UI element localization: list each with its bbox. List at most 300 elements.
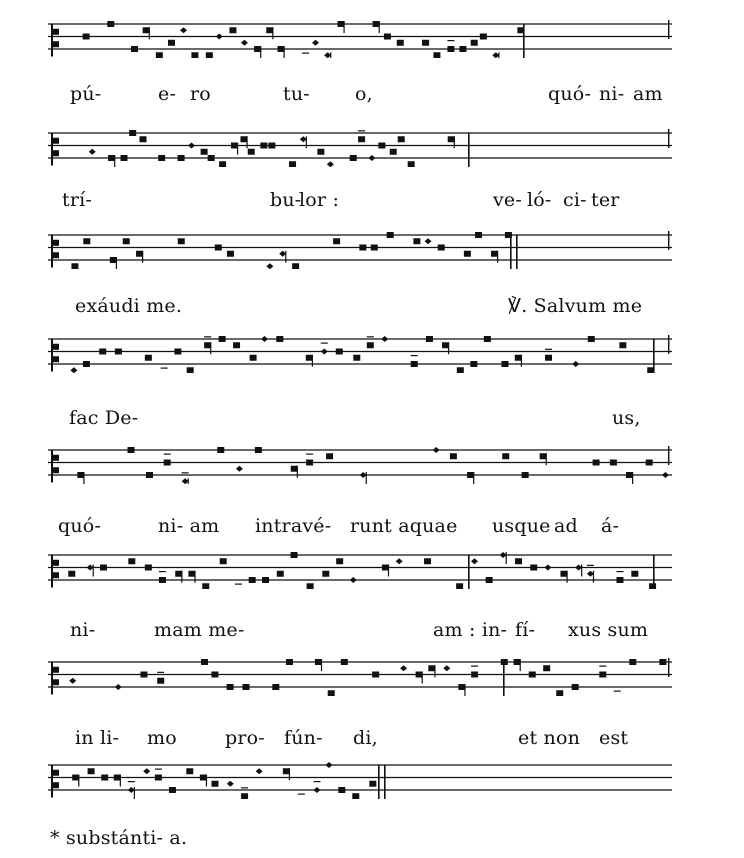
episema-mark (587, 565, 594, 566)
staff-system (48, 549, 672, 645)
punctum-note (131, 46, 138, 52)
staff-lines (48, 333, 672, 373)
punctum-note (292, 263, 299, 269)
punctum-note (249, 577, 256, 583)
punctum-note (260, 143, 267, 149)
rhombus-note (256, 768, 263, 774)
punctum-note (158, 155, 165, 161)
rhombus-note (180, 27, 187, 33)
punctum-note (155, 775, 162, 781)
neume-stem (134, 787, 135, 799)
punctum-note (464, 251, 471, 257)
punctum-note (188, 571, 195, 577)
punctum-note (231, 143, 238, 149)
bar-line (668, 658, 669, 677)
punctum-note (68, 571, 75, 577)
punctum-note (219, 161, 226, 167)
rhombus-note (300, 136, 307, 142)
staff-lines (48, 127, 672, 167)
neume-stem (237, 143, 238, 155)
punctum-note (219, 336, 226, 342)
lyric-syllable: am (633, 83, 663, 105)
lyric-syllable: e- (158, 83, 177, 105)
episema-mark (155, 769, 162, 770)
punctum-note (202, 583, 209, 589)
neume-stem (285, 251, 286, 263)
neume-stem (289, 768, 290, 780)
punctum-note (416, 672, 423, 678)
neume-stem (520, 659, 521, 671)
punctum-note (201, 149, 208, 155)
punctum-note (336, 558, 343, 564)
lyric-syllable: intravé- (255, 515, 332, 537)
punctum-note (83, 361, 90, 367)
rhombus-note (89, 149, 96, 155)
episema-mark (616, 571, 623, 572)
lyric-syllable: quó- (548, 83, 592, 105)
rhombus-note (544, 565, 551, 571)
punctum-note (164, 460, 171, 466)
rhombus-note (381, 336, 388, 342)
neume-stem (379, 21, 380, 33)
punctum-note (422, 40, 429, 46)
c-clef-icon (51, 555, 59, 588)
punctum-note (114, 775, 121, 781)
lyric-syllable: fí- (515, 619, 536, 641)
neume-stem (388, 565, 389, 577)
punctum-note (480, 34, 487, 40)
neume-stem (297, 466, 298, 478)
lyric-syllable: ro (190, 83, 211, 105)
rhombus-note (188, 143, 195, 149)
punctum-note (413, 238, 420, 244)
punctum-note (426, 336, 433, 342)
lyric-syllable: xus sum (568, 619, 649, 641)
lyric-syllable: runt aquae (350, 515, 458, 537)
episema-mark (302, 53, 309, 54)
rhombus-note (321, 349, 328, 355)
punctum-note (475, 232, 482, 238)
punctum-note (629, 659, 636, 665)
neume-stem (593, 571, 594, 583)
punctum-note (250, 355, 257, 361)
rhombus-note (241, 40, 248, 46)
rhombus-note (350, 577, 357, 583)
punctum-note (458, 684, 465, 690)
punctum-note (631, 571, 638, 577)
punctum-note (411, 361, 418, 367)
rhombus-note (312, 40, 319, 46)
punctum-note (241, 793, 248, 799)
episema-mark (204, 336, 211, 337)
c-clef-icon (51, 339, 59, 372)
punctum-note (382, 565, 389, 571)
punctum-note (646, 460, 653, 466)
punctum-note (502, 453, 509, 459)
rhombus-note (279, 251, 286, 257)
punctum-note (83, 34, 90, 40)
punctum-note (277, 571, 284, 577)
punctum-note (456, 583, 463, 589)
punctum-note (491, 251, 498, 257)
punctum-note (556, 690, 563, 696)
punctum-note (424, 558, 431, 564)
punctum-note (447, 46, 454, 52)
rhombus-note (400, 665, 407, 671)
punctum-note (72, 775, 79, 781)
c-clef-icon (51, 235, 59, 268)
lyric-syllable: in li- (75, 727, 120, 749)
neume-stem (181, 571, 182, 583)
bar-line (668, 129, 669, 148)
punctum-note (201, 659, 208, 665)
punctum-note (242, 684, 249, 690)
punctum-note (88, 768, 95, 774)
rhombus-note (327, 161, 334, 167)
neume-stem (78, 775, 79, 787)
punctum-note (484, 336, 491, 342)
punctum-note (107, 21, 114, 27)
lyric-syllable: pú- (70, 83, 102, 105)
punctum-note (398, 136, 405, 142)
punctum-note (353, 355, 360, 361)
staff-lines (48, 229, 672, 269)
rhombus-note (261, 336, 268, 342)
rhombus-note (182, 478, 189, 484)
punctum-note (254, 46, 261, 52)
punctum-note (530, 565, 537, 571)
punctum-note (227, 251, 234, 257)
episema-mark (164, 454, 171, 455)
punctum-note (174, 349, 181, 355)
punctum-note (227, 684, 234, 690)
punctum-note (146, 472, 153, 478)
punctum-note (291, 552, 298, 558)
punctum-note (326, 453, 333, 459)
neume-stem (284, 46, 285, 58)
lyric-syllable: et non (518, 727, 581, 749)
punctum-note (128, 447, 135, 453)
episema-mark (241, 787, 248, 788)
punctum-note (486, 577, 493, 583)
punctum-note (501, 361, 508, 367)
rhombus-note (575, 565, 582, 571)
punctum-note (178, 155, 185, 161)
neume-stem (149, 27, 150, 39)
neume-stem (206, 775, 207, 787)
punctum-note (143, 27, 150, 33)
lyric-syllable: di, (353, 727, 378, 749)
episema-mark (298, 794, 305, 795)
staff-lines (48, 656, 672, 696)
neume-stem (521, 355, 522, 367)
neume-stem (506, 552, 507, 564)
rhombus-note (443, 665, 450, 671)
episema-mark (235, 584, 242, 585)
neume-stem (93, 565, 94, 577)
punctum-note (457, 367, 464, 373)
rhombus-note (115, 684, 122, 690)
neume-stem (448, 342, 449, 354)
neume-stem (272, 27, 273, 39)
rhombus-note (69, 678, 76, 684)
staff-lines (48, 444, 672, 484)
punctum-note (156, 52, 163, 58)
lyric-syllable: ter (591, 189, 620, 211)
episema-mark (447, 40, 454, 41)
punctum-note (159, 577, 166, 583)
punctum-note (204, 342, 211, 348)
episema-mark (306, 454, 313, 455)
punctum-note (262, 577, 269, 583)
bar-line (523, 24, 525, 58)
punctum-note (168, 40, 175, 46)
bar-line (668, 20, 669, 39)
punctum-note (306, 460, 313, 466)
punctum-note (140, 672, 147, 678)
punctum-note (139, 136, 146, 142)
punctum-note (83, 238, 90, 244)
punctum-note (373, 21, 380, 27)
punctum-note (175, 571, 182, 577)
rhombus-note (425, 238, 432, 244)
punctum-note (515, 355, 522, 361)
neume-stem (306, 136, 307, 148)
lyric-syllable: ℣. Salvum me (508, 295, 643, 317)
punctum-note (268, 143, 275, 149)
episema-mark (614, 691, 621, 692)
punctum-note (336, 349, 343, 355)
neume-stem (260, 46, 261, 58)
punctum-note (211, 672, 218, 678)
neume-stem (83, 472, 84, 484)
punctum-note (352, 793, 359, 799)
c-clef-icon (51, 24, 59, 57)
punctum-note (610, 460, 617, 466)
punctum-note (616, 577, 623, 583)
rhombus-note (216, 34, 223, 40)
neume-stem (194, 571, 195, 583)
punctum-note (248, 149, 255, 155)
punctum-note (101, 775, 108, 781)
punctum-note (659, 659, 666, 665)
rhombus-note (227, 781, 234, 787)
lyric-syllable: ni- am (158, 515, 220, 537)
punctum-note (371, 245, 378, 251)
rhombus-note (143, 768, 150, 774)
punctum-note (433, 52, 440, 58)
punctum-note (255, 447, 262, 453)
punctum-note (428, 665, 435, 671)
punctum-note (522, 472, 529, 478)
punctum-note (341, 659, 348, 665)
punctum-note (545, 355, 552, 361)
neume-stem (210, 342, 211, 354)
punctum-note (283, 768, 290, 774)
episema-mark (545, 349, 552, 350)
rhombus-note (662, 472, 669, 478)
punctum-note (286, 659, 293, 665)
lyric-syllable: ve- (493, 189, 522, 211)
punctum-note (543, 665, 550, 671)
rhombus-note (471, 558, 478, 564)
punctum-note (337, 21, 344, 27)
punctum-note (514, 659, 521, 665)
punctum-note (560, 571, 567, 577)
rhombus-note (313, 787, 320, 793)
punctum-note (157, 678, 164, 684)
staff-lines (48, 549, 672, 589)
lyric-syllable: am : in- (433, 619, 508, 641)
bar-line (468, 133, 470, 167)
neume-stem (434, 665, 435, 677)
punctum-note (145, 355, 152, 361)
staff-system (48, 18, 672, 109)
punctum-note (649, 583, 656, 589)
lyric-syllable: est (599, 727, 629, 749)
punctum-note (626, 472, 633, 478)
neume-stem (632, 472, 633, 484)
rhombus-note (572, 361, 579, 367)
staff-lines (48, 18, 672, 58)
punctum-note (136, 251, 143, 257)
punctum-note (217, 447, 224, 453)
rhombus-note (70, 367, 77, 373)
neume-stem (498, 52, 499, 58)
lyric-syllable: trí- (62, 189, 93, 211)
punctum-note (315, 659, 322, 665)
neume-stem (120, 775, 121, 787)
rhombus-note (587, 571, 594, 577)
rhombus-note (360, 472, 367, 478)
punctum-note (467, 472, 474, 478)
neume-stem (321, 659, 322, 671)
neume-stem (473, 472, 474, 484)
neume-stem (312, 355, 313, 367)
lyric-syllable: ni- (599, 83, 625, 105)
neume-stem (330, 52, 331, 58)
lyric-syllable: mo (147, 727, 177, 749)
punctum-note (448, 136, 455, 142)
rhombus-note (87, 565, 94, 571)
episema-mark (161, 368, 168, 369)
punctum-note (186, 768, 193, 774)
episema-mark (599, 666, 606, 667)
rhombus-note (324, 52, 331, 58)
punctum-note (77, 472, 84, 478)
bar-line (384, 765, 386, 799)
punctum-note (145, 565, 152, 571)
staff-system (48, 759, 672, 853)
punctum-note (333, 238, 340, 244)
punctum-note (438, 245, 445, 251)
punctum-note (322, 571, 329, 577)
punctum-note (266, 27, 273, 33)
lyric-syllable: á- (601, 515, 620, 537)
lyric-syllable: pro- (225, 727, 265, 749)
rhombus-note (492, 52, 499, 58)
punctum-note (328, 690, 335, 696)
punctum-note (378, 143, 385, 149)
lyric-syllable: fún- (284, 727, 323, 749)
lyric-syllable: * substánti- a. (50, 827, 188, 849)
lyric-syllable: exáudi me. (75, 295, 183, 317)
punctum-note (459, 46, 466, 52)
punctum-note (178, 238, 185, 244)
lyric-syllable: ad (554, 515, 578, 537)
episema-mark (321, 343, 328, 344)
staff-system (48, 656, 672, 753)
neume-stem (454, 136, 455, 148)
c-clef-icon (51, 450, 59, 483)
punctum-note (240, 136, 247, 142)
staff-system (48, 229, 672, 321)
neume-stem (142, 251, 143, 263)
episema-mark (471, 666, 478, 667)
rhombus-note (396, 558, 403, 564)
neume-stem (246, 136, 247, 148)
punctum-note (233, 342, 240, 348)
neume-stem (566, 571, 567, 583)
punctum-note (229, 27, 236, 33)
punctum-note (397, 40, 404, 46)
rhombus-note (128, 787, 135, 793)
punctum-note (120, 155, 127, 161)
episema-mark (157, 672, 164, 673)
punctum-note (369, 781, 376, 787)
episema-mark (313, 781, 320, 782)
neume-stem (343, 21, 344, 33)
punctum-note (306, 355, 313, 361)
punctum-note (540, 453, 547, 459)
punctum-note (307, 583, 314, 589)
episema-mark (367, 336, 374, 337)
punctum-note (276, 336, 283, 342)
rhombus-note (500, 552, 507, 558)
lyric-syllable: ni- (70, 619, 96, 641)
punctum-note (572, 684, 579, 690)
punctum-note (515, 558, 522, 564)
punctum-note (108, 155, 115, 161)
episema-mark (358, 130, 365, 131)
lyric-syllable: usque (492, 515, 551, 537)
neume-stem (366, 472, 367, 484)
punctum-note (187, 367, 194, 373)
neume-stem (546, 453, 547, 465)
staff-system (48, 333, 672, 433)
lyric-syllable: bu- (270, 189, 302, 211)
c-clef-icon (51, 662, 59, 695)
punctum-note (211, 781, 218, 787)
punctum-note (99, 349, 106, 355)
neume-stem (422, 672, 423, 684)
punctum-note (317, 149, 324, 155)
rhombus-note (325, 762, 332, 768)
punctum-note (338, 787, 345, 793)
neume-stem (497, 251, 498, 263)
bar-line (653, 339, 655, 373)
punctum-note (100, 565, 107, 571)
punctum-note (115, 349, 122, 355)
punctum-note (272, 684, 279, 690)
punctum-note (619, 342, 626, 348)
punctum-note (358, 136, 365, 142)
neume-stem (464, 684, 465, 696)
bar-line (378, 765, 380, 799)
punctum-note (129, 130, 136, 136)
punctum-note (128, 558, 135, 564)
neume-stem (581, 565, 582, 577)
